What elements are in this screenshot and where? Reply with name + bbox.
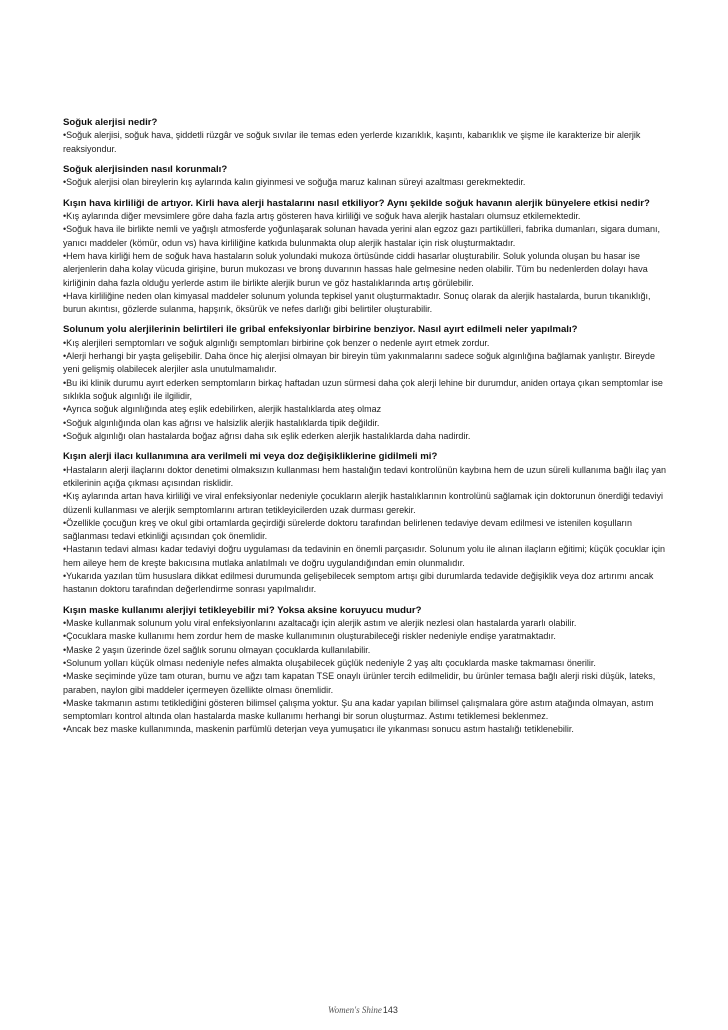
section-heading: Soğuk alerjisi nedir? bbox=[63, 117, 158, 128]
bullet-paragraph: •Soğuk algınlığı olan hastalarda boğaz ağrısı daha sık eşlik ederken alerjik hastalıklarda daha nadirdir. bbox=[63, 430, 471, 441]
bullet-paragraph: •Ancak bez maske kullanımında, maskenin parfümlü deterjan veya yumuşatıcı ile yıkanması sonucu astım hastalığı tetiklenebilir. bbox=[63, 724, 574, 735]
page-footer bbox=[328, 1005, 448, 1015]
bullet-paragraph: •Soğuk algınlığında olan kas ağrısı ve halsizlik alerjik hastalıklarda tipik değildir. bbox=[63, 417, 380, 428]
section-heading: Kışın alerji ilacı kullanımına ara verilmeli mi veya doz değişikliklerine gidilmeli mi? bbox=[63, 451, 438, 463]
section-heading: Kışın maske kullanımı alerjiyi tetikleyebilir mi? Yoksa aksine koruyucu mudur? bbox=[63, 604, 422, 616]
bullet-paragraph: •Hem hava kirliği hem de soğuk hava hastaların soluk yolundaki mukoza örtüsünde ciddi hasarlar oluşturabilir. Soluk yolunda oluşan bu hasar ise alerjenlerin daha kolay vücuda girişine, burun mukozası ve bronş duvarının hassas hale gelmesine neden olabilir. Tüm bu nedenlerden dolayı hava kirliğinin daha fazla olduğu yerlerde astım ile birlikte alerjik burun ve göz hastalıklarında artış görülebilir. bbox=[63, 251, 648, 288]
article-section bbox=[63, 323, 669, 443]
bullet-paragraph: •Maske takmanın astımı tetiklediğini gösteren bilimsel çalışma yoktur. Şu ana kadar yapılan bilimsel çalışmalara göre astım atağında olmayan, astım semptomları kontrol altında olan hastalarda maske kullanımı herhangi bir sorun oluşturmaz. Astımı tetiklemesi beklenmez. bbox=[63, 697, 654, 722]
section-heading: Soğuk alerjisinden nasıl korunmalı? bbox=[63, 164, 228, 175]
article-body bbox=[63, 116, 669, 744]
bullet-paragraph: •Kış aylarında diğer mevsimlere göre daha fazla artış gösteren hava kirliliği ve soğuk hava alerjik hastaları olumsuz etkilemektedir. bbox=[63, 211, 581, 222]
article-section bbox=[63, 450, 669, 596]
bullet-paragraph: •Hastaların alerji ilaçlarını doktor denetimi olmaksızın kullanması hem hastalığın tedavi kontrolünün kaybına hem de uzun süreli kullanıma bağlı ilaç yan etkilerinin açığa çıkması açısından risklidir. bbox=[63, 464, 666, 488]
bullet-paragraph: •Soğuk alerjisi, soğuk hava, şiddetli rüzgâr ve soğuk sıvılar ile temas eden yerlerde kızarıklık, kaşıntı, kabarıklık ve şişme ile karakterize bir alerjik reaksiyondur. bbox=[63, 130, 641, 154]
section-heading: Solunum yolu alerjilerinin belirtileri ile gribal enfeksiyonlar birbirine benziyor. Nasıl ayırt edilmeli neler yapılmalı? bbox=[63, 324, 578, 336]
bullet-paragraph: •Soğuk hava ile birlikte nemli ve yağışlı atmosferde yoğunlaşarak solunan havada yerini alan egzoz gazı partikülleri, fabrika dumanları, sigara dumanı, yanıcı maddeler (kömür, odun vs) hava kirliliğine katkıda bulunmakta olup alerjik hastalar için risk oluşturmaktadır. bbox=[63, 224, 660, 248]
bullet-paragraph: •Hava kirliliğine neden olan kimyasal maddeler solunum yolunda tepkisel yanıt oluşturmaktadır. Sonuç olarak da alerjik hastalarda, burun tıkanıklığı, burun akıntısı, gözlerde sulanma, hapşırık, öksürük ve nefes darlığı gibi belirtiler oluşturabilir. bbox=[63, 290, 651, 315]
page-number: 143 bbox=[382, 1005, 398, 1015]
bullet-paragraph: •Alerji herhangi bir yaşta gelişebilir. Daha önce hiç alerjisi olmayan bir bireyin tüm yakınmalarını sadece soğuk algınlığına bağlamak yanlıştır. Bireyde yeni gelişmiş olabilecek alerjiler asla unutulmamalıdır. bbox=[63, 351, 655, 375]
article-section bbox=[63, 163, 669, 190]
bullet-paragraph: •Ayrıca soğuk algınlığında ateş eşlik edebilirken, alerjik hastalıklarda ateş olmaz bbox=[63, 404, 382, 415]
bullet-paragraph: •Kış aylarında artan hava kirliliği ve viral enfeksiyonlar nedeniyle çocukların alerjik hastalıklarının kontrolünü sağlamak için doktorunun önerdiği tedaviyi düzenli kullanması ve alerjik semptomlarını artıran tetikleyicilerden uzak durması gerekir. bbox=[63, 491, 663, 515]
bullet-paragraph: •Yukarıda yazılan tüm hususlara dikkat edilmesi durumunda gelişebilecek semptom artışı gibi durumlarda tedavide değişiklik veya doz artırımı ancak hastanın doktoru tarafından değerlendirme sonrası yapılmalıdır. bbox=[63, 571, 654, 595]
article-section bbox=[63, 197, 669, 317]
bullet-paragraph: •Hastanın tedavi alması kadar tedaviyi doğru uygulaması da tedavinin en önemli parçasıdır. Solunum yolu ile alınan ilaçların eğitimi; küçük çocuklar için hem aileye hem de kreşte bakıcısına mutlaka anlatılmalı ve doğru uygulandığından emin olunmalıdır. bbox=[63, 544, 665, 568]
article-section bbox=[63, 116, 669, 156]
magazine-name: Women's Shine bbox=[328, 1005, 382, 1015]
bullet-paragraph: •Maske 2 yaşın üzerinde özel sağlık sorunu olmayan çocuklarda kullanılabilir. bbox=[63, 644, 371, 655]
bullet-paragraph: •Solunum yolları küçük olması nedeniyle nefes almakta oluşabilecek güçlük nedeniyle 2 yaş altı çocuklarda maske takmaması önerilir. bbox=[63, 657, 596, 668]
bullet-paragraph: •Soğuk alerjisi olan bireylerin kış aylarında kalın giyinmesi ve soğuğa maruz kalınan süreyi azaltması gerekmektedir. bbox=[63, 177, 526, 188]
section-heading: Kışın hava kirliliği de artıyor. Kirli hava alerji hastalarını nasıl etkiliyor? Aynı şekilde soğuk havanın alerjik bünyelere etkisi nedir? bbox=[63, 197, 650, 209]
article-section bbox=[63, 604, 669, 737]
bullet-paragraph: •Maske seçiminde yüze tam oturan, burnu ve ağzı tam kapatan TSE onaylı ürünler tercih edilmelidir, bu ürünler temasa bağlı alerji riski düşük, lateks, paraben, naylon gibi maddeler içermeyen özellikte olması önemlidir. bbox=[63, 671, 656, 695]
bullet-paragraph: •Kış alerjileri semptomları ve soğuk algınlığı semptomları birbirine çok benzer o nedenle ayırt etmek zordur. bbox=[63, 337, 490, 348]
bullet-paragraph: •Özellikle çocuğun kreş ve okul gibi ortamlarda geçirdiği sürelerde doktoru tarafından belirlenen tedaviye devam edilmesi ve istenilen koşulların sağlanması tedavi etkinliği açısından çok önemlidir. bbox=[63, 517, 632, 542]
bullet-paragraph: •Maske kullanmak solunum yolu viral enfeksiyonlarını azaltacağı için alerjik astım ve alerjik nezlesi olan hastalarda yararlı olabilir. bbox=[63, 618, 577, 629]
bullet-paragraph: •Bu iki klinik durumu ayırt ederken semptomların birkaç haftadan uzun sürmesi daha çok alerji lehine bir durumdur, aniden ortaya çıkan semptomlar ise sıklıkla soğuk algınlığı ile ilgilidir, bbox=[63, 377, 663, 402]
bullet-paragraph: •Çocuklara maske kullanımı hem zordur hem de maske kullanımının oluşturabileceği riskler nedeniyle endişe yaratmaktadır. bbox=[63, 631, 556, 642]
